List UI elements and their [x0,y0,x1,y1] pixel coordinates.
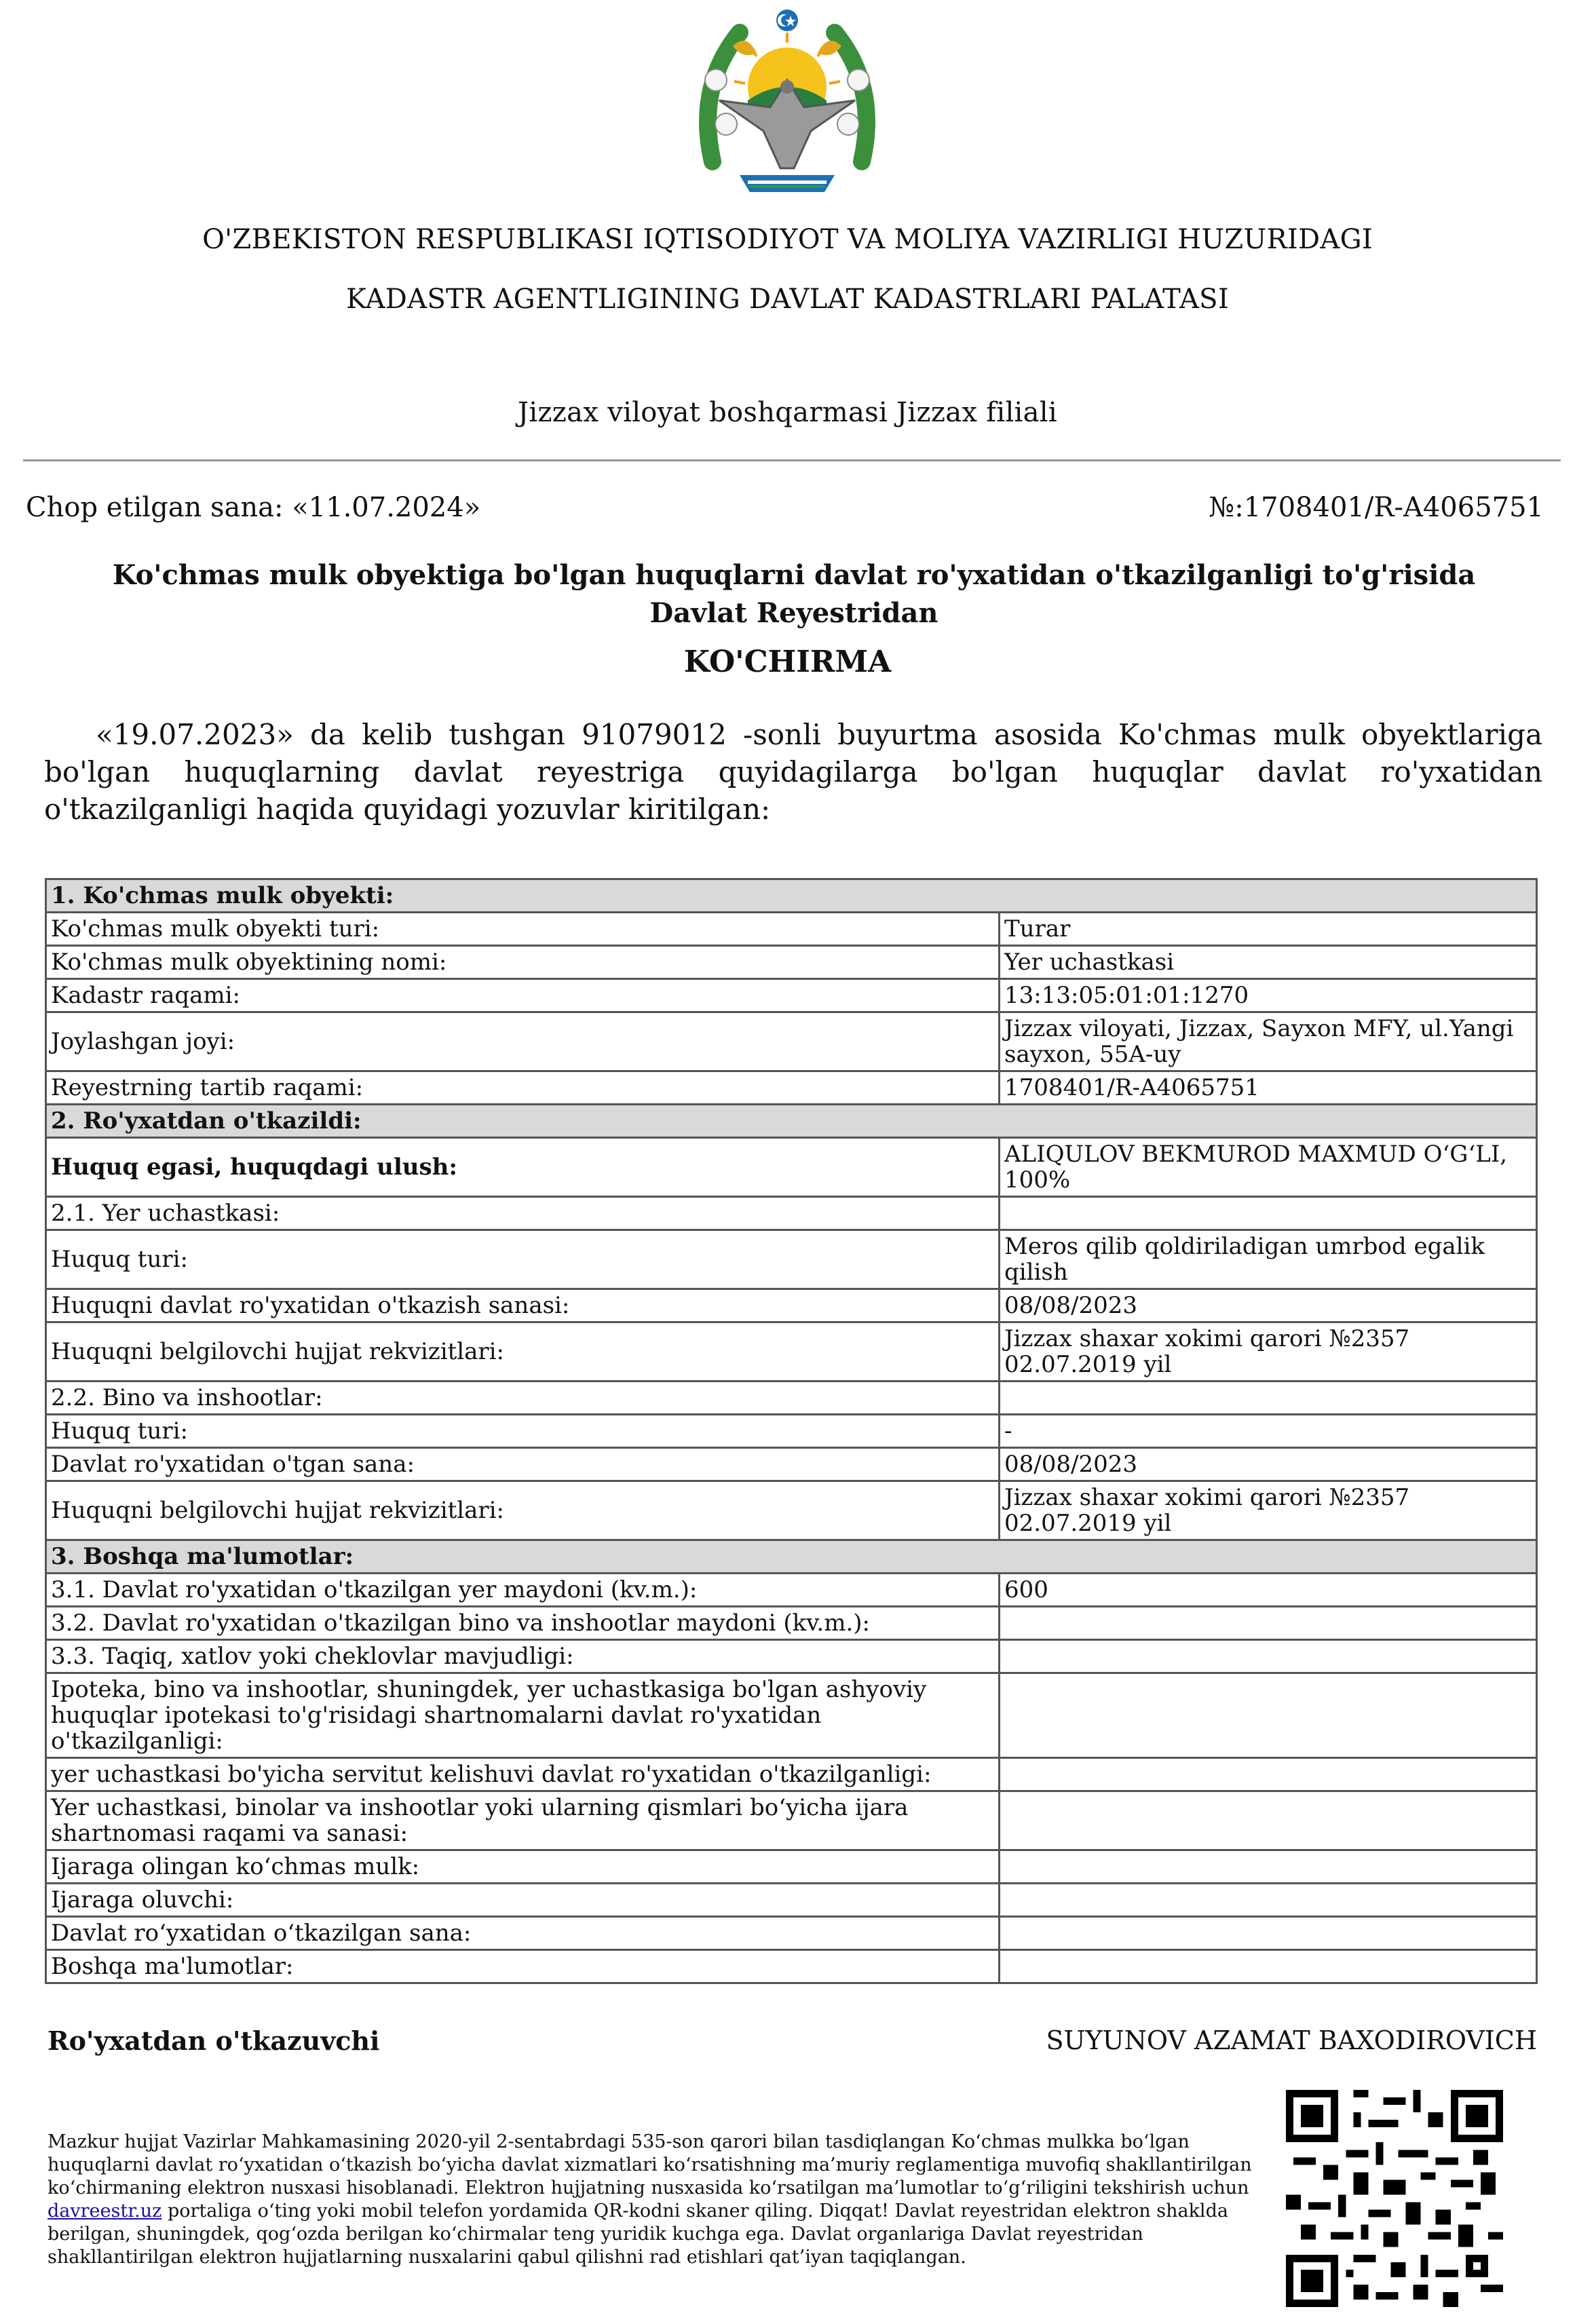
table-row: Ijaraga oluvchi: [46,1884,1537,1917]
section-header: 3. Boshqa ma'lumotlar: [46,1540,1537,1574]
header-line-1: O'ZBEKISTON RESPUBLIKASI IQTISODIYOT VA MOLIYA VAZIRLIGI HUZURIDAGI [202,224,1373,255]
table-row: Boshqa ma'lumotlar: [46,1950,1537,1983]
table-row: 3.3. Taqiq, xatlov yoki cheklovlar mavjudligi: [46,1640,1537,1673]
qr-code-icon[interactable] [1286,2090,1503,2307]
table-row: Ijaraga olingan ko‘chmas mulk: [46,1850,1537,1884]
state-emblem-icon [685,5,889,209]
table-row: 3.1. Davlat ro'yxatidan o'tkazilgan yer maydoni (kv.m.): 600 [46,1574,1537,1607]
table-row: yer uchastkasi bo'yicha servitut kelishuvi davlat ro'yxatidan o'tkazilganligi: [46,1758,1537,1791]
table-row: 2.1. Yer uchastkasi: [46,1197,1537,1230]
table-row: 3.2. Davlat ro'yxatidan o'tkazilgan bino va inshootlar maydoni (kv.m.): [46,1607,1537,1640]
table-row: Huquqni davlat ro'yxatidan o'tkazish sanasi: 08/08/2023 [46,1289,1537,1322]
table-row: Ko'chmas mulk obyekti turi: Turar [46,913,1537,946]
footer-text-1: Mazkur hujjat Vazirlar Mahkamasining 2020-yil 2-sentabrdagi 535-son qarori bilan tasdiqlangan Ko‘chmas mulkka bo‘lgan huquqlarni davlat ro‘yxatidan o‘tkazish bo‘yicha davlat xizmatlari ko‘rsatishning ma’muriy reglamentiga muvofiq shakllantirilgan ko‘chirmaning elektron nusxasi hisoblanadi. Elektron hujjatning nusxasida ko‘rsatilgan ma’lumotlar to‘g‘riligini tekshirish uchun [48,2131,1252,2198]
branch-name: Jizzax viloyat boshqarmasi Jizzax filiali [518,397,1057,428]
table-row: Joylashgan joyi: Jizzax viloyati, Jizzax, Sayxon MFY, ul.Yangi sayxon, 55A-uy [46,1012,1537,1071]
table-row: Ko'chmas mulk obyektining nomi: Yer uchastkasi [46,946,1537,979]
divider [23,459,1561,461]
section-header: 2. Ro'yxatdan o'tkazildi: [46,1105,1537,1138]
table-row: Kadastr raqami: 13:13:05:01:01:1270 [46,979,1537,1012]
print-date: Chop etilgan sana: «11.07.2024» [26,492,481,523]
registrar-name: SUYUNOV AZAMAT BAXODIROVICH [1046,2025,1537,2055]
table-row: Huquqni belgilovchi hujjat rekvizitlari: Jizzax shaxar xokimi qarori №2357 02.07.2019 yil [46,1481,1537,1540]
table-row: Davlat ro'yxatidan o'tgan sana: 08/08/2023 [46,1448,1537,1481]
davreestr-link[interactable]: davreestr.uz [48,2201,162,2222]
table-row: Huquq turi: - [46,1415,1537,1448]
table-row: Ipoteka, bino va inshootlar, shuningdek, yer uchastkasiga bo'lgan ashyoviy huquqlar ipotekasi to'g'risidagi shartnomalarni davlat ro'yxatidan o'tkazilganligi: [46,1673,1537,1758]
intro-paragraph: «19.07.2023» da kelib tushgan 91079012 -sonli buyurtma asosida Ko'chmas mulk obyektlariga bo'lgan huquqlarning davlat reyestriga quyidagilarga bo'lgan huquqlar davlat ro'yxatidan o'tkazilganligi haqida quyidagi yozuvlar kiritilgan: [44,718,1542,826]
footer-text-2: portaliga o‘ting yoki mobil telefon yordamida QR-kodni skaner qiling. Diqqat! Davlat reyestridan elektron shaklda berilgan, shuningdek, qog‘ozda berilgan ko‘chirmalar teng yuridik kuchga ega. Davlat organlariga Davlat reyestridan shakllantirilgan elektron hujjatlarning nusxalarini qabul qilishni rad etishlari qat’iyan taqiqlangan. [48,2201,1228,2268]
table-row: Huquq turi: Meros qilib qoldiriladigan umrbod egalik qilish [46,1230,1537,1289]
registrar-label: Ro'yxatdan o'tkazuvchi [48,2025,380,2056]
header-line-2: KADASTR AGENTLIGINING DAVLAT KADASTRLARI PALATASI [346,284,1229,315]
table-row: Huquq egasi, huquqdagi ulush: ALIQULOV BEKMUROD MAXMUD O‘G‘LI, 100% [46,1138,1537,1197]
table-row: Reyestrning tartib raqami: 1708401/R-A4065751 [46,1071,1537,1105]
footer-note [48,2131,1255,2269]
table-row: 2.2. Bino va inshootlar: [46,1382,1537,1415]
table-row: Yer uchastkasi, binolar va inshootlar yoki ularning qismlari bo‘yicha ijara shartnomasi raqami va sanasi: [46,1791,1537,1850]
table-row: Huquqni belgilovchi hujjat rekvizitlari: Jizzax shaxar xokimi qarori №2357 02.07.2019 yil [46,1322,1537,1382]
document-number: №:1708401/R-A4065751 [1209,492,1544,523]
document-subtitle: KO'CHIRMA [683,645,892,679]
table-row: Davlat ro‘yxatidan o‘tkazilgan sana: [46,1917,1537,1950]
register-table [45,878,1538,1984]
section-header: 1. Ko'chmas mulk obyekti: [46,879,1537,913]
document-title: Ko'chmas mulk obyektiga bo'lgan huquqlarni davlat ro'yxatidan o'tkazilganligi to'g'risida Davlat Reyestridan [112,559,1476,629]
